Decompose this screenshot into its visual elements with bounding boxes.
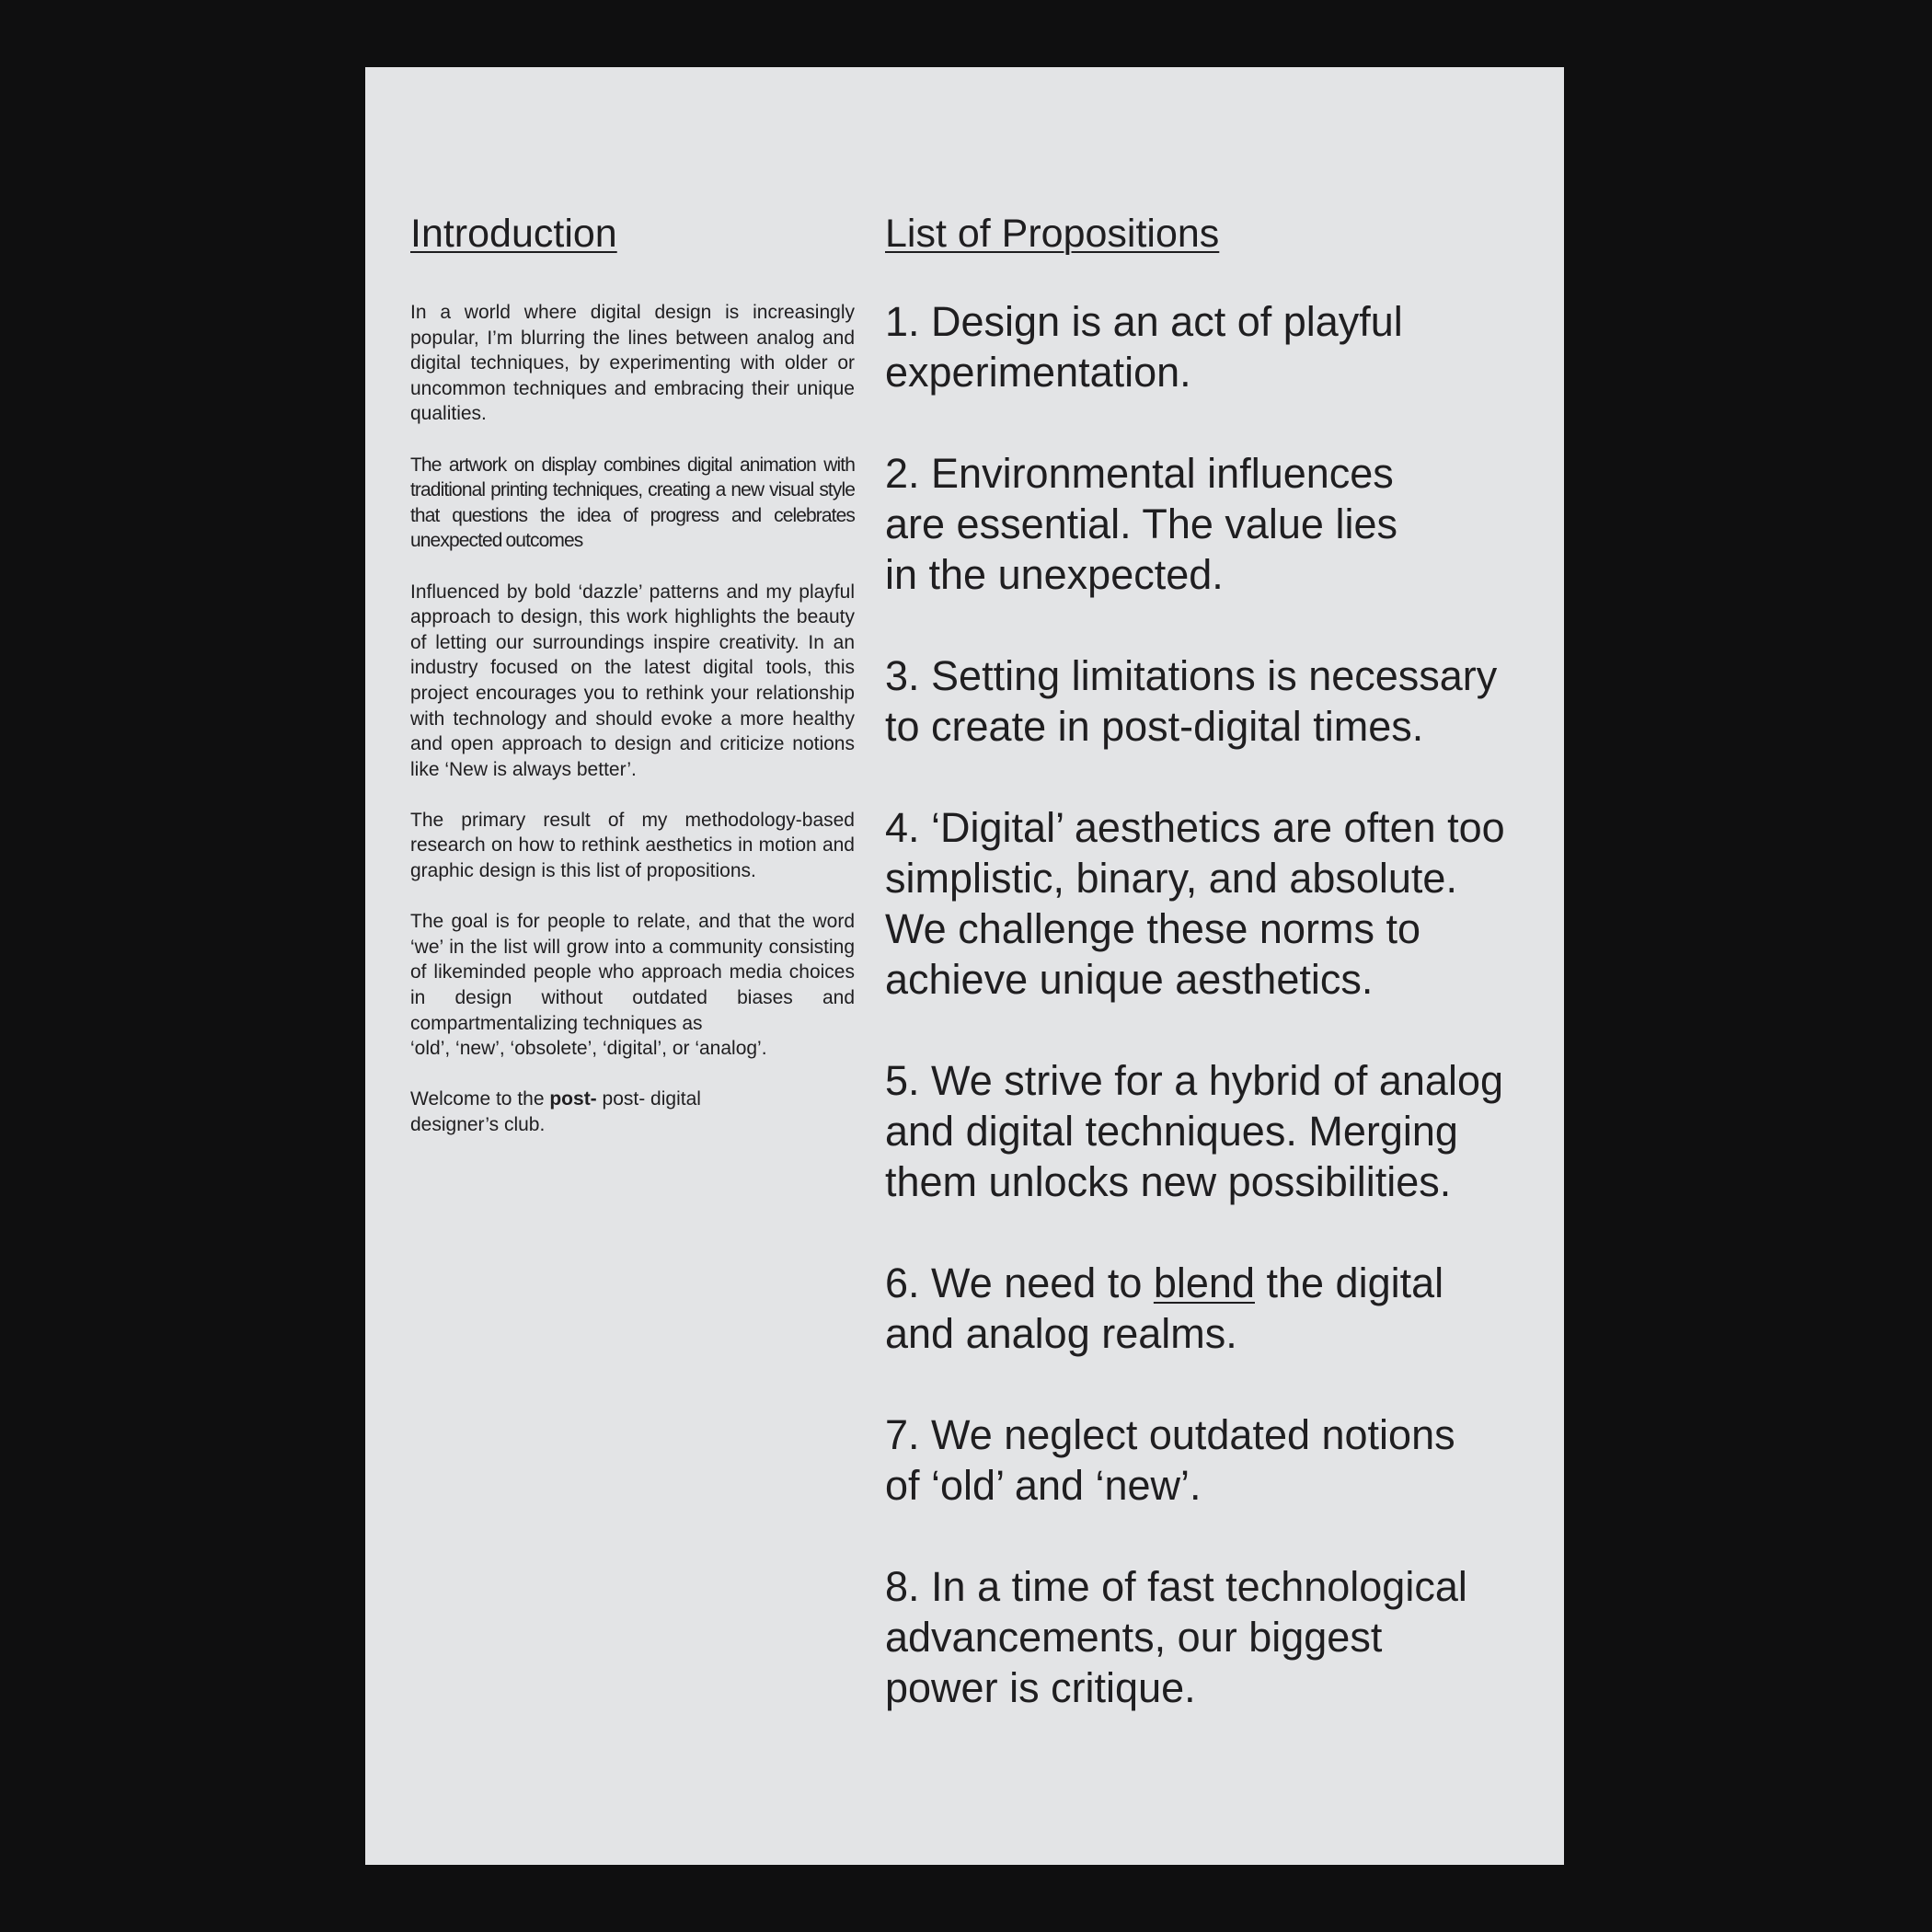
- proposition-4-line-2: simplistic, binary, and absolute.: [885, 855, 1457, 902]
- intro-paragraph-5-text: The goal is for people to relate, and that the word ‘we’ in the list will grow into a community consisting of likeminded people who approach media choices in design without outdated biases and compartmentalizing techniques as: [410, 911, 855, 1034]
- proposition-7-line-2: of ‘old’ and ‘new’.: [885, 1462, 1202, 1509]
- propositions-section: [885, 210, 1538, 1764]
- intro-paragraph-2: The artwork on display combines digital animation with traditional printing techniques, creating a new visual style that questions the idea of progress and celebrates unexpected outcomes: [410, 454, 855, 552]
- proposition-5: [885, 1055, 1538, 1207]
- intro-paragraph-5-tail: ‘old’, ‘new’, ‘obsolete’, ‘digital’, or ‘analog’.: [410, 1038, 767, 1060]
- introduction-heading: Introduction: [410, 212, 617, 256]
- proposition-4-line-3: We challenge these norms to: [885, 905, 1420, 952]
- welcome-prefix: Welcome to the: [410, 1088, 550, 1110]
- proposition-8-line-3: power is critique.: [885, 1664, 1196, 1711]
- introduction-section: [410, 210, 855, 1163]
- proposition-1-line-2: experimentation.: [885, 349, 1191, 396]
- proposition-2-line-2: are essential. The value lies: [885, 500, 1397, 547]
- proposition-7-line-1: 7. We neglect outdated notions: [885, 1411, 1455, 1458]
- proposition-6-line-2: and analog realms.: [885, 1310, 1237, 1357]
- intro-paragraph-1: In a world where digital design is increasingly popular, I’m blurring the lines between analog and digital techniques, by experimenting with older or uncommon techniques and embracing their unique qualities.: [410, 302, 855, 425]
- poster-page: [365, 67, 1564, 1865]
- proposition-4-line-4: achieve unique aesthetics.: [885, 956, 1374, 1003]
- proposition-6-pre: 6. We need to: [885, 1259, 1154, 1306]
- proposition-6-post: the digital: [1254, 1259, 1444, 1306]
- proposition-4: [885, 802, 1538, 1005]
- proposition-2: [885, 448, 1538, 600]
- welcome-line: [410, 1087, 855, 1137]
- propositions-heading: List of Propositions: [885, 212, 1220, 256]
- proposition-5-line-1: 5. We strive for a hybrid of analog: [885, 1057, 1504, 1104]
- intro-paragraph-3: Influenced by bold ‘dazzle’ patterns and my playful approach to design, this work highlights the beauty of letting our surroundings inspire creativity. In an industry focused on the latest digital tools, this project encourages you to rethink your relationship with technology and should evoke a more healthy and open approach to design and criticize notions like ‘New is always better’.: [410, 581, 855, 780]
- proposition-4-line-1: 4. ‘Digital’ aesthetics are often too: [885, 804, 1505, 851]
- proposition-5-line-3: them unlocks new possibilities.: [885, 1158, 1452, 1205]
- proposition-2-line-1: 2. Environmental influences: [885, 450, 1394, 497]
- welcome-bold: post-: [549, 1088, 597, 1110]
- proposition-3-line-2: to create in post-digital times.: [885, 703, 1424, 750]
- proposition-6-underlined-word: blend: [1153, 1259, 1255, 1306]
- introduction-body: [410, 300, 855, 1138]
- proposition-7: [885, 1409, 1538, 1511]
- proposition-8-line-1: 8. In a time of fast technological: [885, 1563, 1467, 1610]
- proposition-8: [885, 1561, 1538, 1713]
- proposition-2-line-3: in the unexpected.: [885, 551, 1224, 598]
- proposition-1: [885, 296, 1538, 397]
- intro-paragraph-4: The primary result of my methodology-based research on how to rethink aesthetics in motion and graphic design is this list of propositions.: [410, 809, 855, 882]
- proposition-6: [885, 1258, 1538, 1359]
- propositions-list: [885, 296, 1538, 1713]
- proposition-5-line-2: and digital techniques. Merging: [885, 1108, 1458, 1155]
- welcome-line-2: designer’s club.: [410, 1114, 546, 1135]
- welcome-suffix: post- digital: [596, 1088, 701, 1110]
- proposition-3: [885, 650, 1538, 752]
- proposition-1-line-1: 1. Design is an act of playful: [885, 298, 1403, 345]
- intro-paragraph-5: [410, 909, 855, 1036]
- proposition-3-line-1: 3. Setting limitations is necessary: [885, 652, 1498, 699]
- proposition-8-line-2: advancements, our biggest: [885, 1614, 1383, 1661]
